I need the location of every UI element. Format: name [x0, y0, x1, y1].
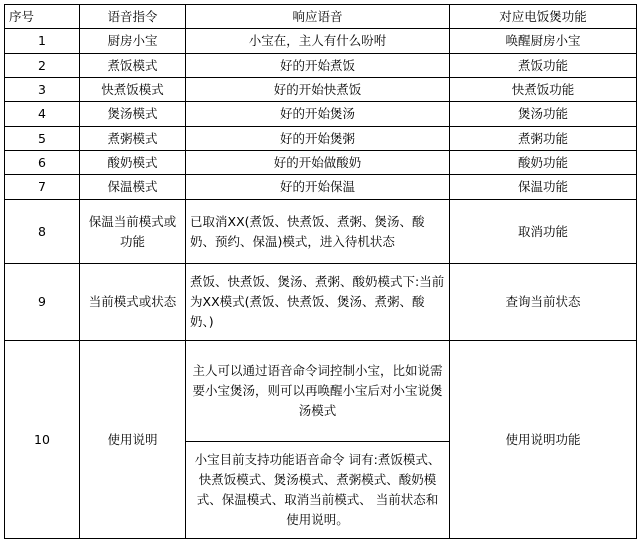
row-response: 煮饭、快煮饭、煲汤、煮粥、酸奶模式下:当前为XX模式(煮饭、快煮饭、煲汤、煮粥、酸奶、) [186, 264, 450, 341]
row-response: 好的开始煲粥 [186, 127, 450, 151]
row-function: 煮粥功能 [450, 127, 637, 151]
row-response: 好的开始快煮饭 [186, 78, 450, 102]
row-command: 保温模式 [80, 175, 186, 200]
row-function: 取消功能 [450, 200, 637, 264]
table-row [5, 200, 637, 264]
row-command: 保温当前模式或功能 [80, 200, 186, 264]
table-row [5, 54, 637, 78]
row-response: 好的开始保温 [186, 175, 450, 200]
response-usage-intro-text: 主人可以通过语音命令词控制小宝，比如说需要小宝煲汤，则可以再唤醒小宝后对小宝说煲 汤模式 [192, 363, 443, 418]
table-row [5, 341, 637, 539]
table-row [5, 102, 637, 127]
response-supported-commands-text: 小宝目前支持功能语音命令 词有:煮饭模式、快煮饭模式、煲汤模式、煮粥模式、酸奶模式、保温模式、取消当前模式、 当前状态和使用说明。 [194, 452, 441, 527]
row-response: 好的开始煮饭 [186, 54, 450, 78]
row-command: 使用说明 [80, 341, 186, 539]
row-number: 9 [5, 264, 80, 341]
row-function: 煮饭功能 [450, 54, 637, 78]
row-function: 唤醒厨房小宝 [450, 29, 637, 54]
row-response: 好的开始做酸奶 [186, 151, 450, 175]
row-function: 保温功能 [450, 175, 637, 200]
row-number: 2 [5, 54, 80, 78]
table-header-row [5, 5, 637, 29]
table-row [5, 151, 637, 175]
row-number: 8 [5, 200, 80, 264]
header-no: 序号 [5, 5, 80, 29]
row-number: 1 [5, 29, 80, 54]
row-function: 煲汤功能 [450, 102, 637, 127]
response-usage-intro [186, 341, 449, 442]
header-command: 语音指令 [80, 5, 186, 29]
row-command: 煮饭模式 [80, 54, 186, 78]
row-number: 7 [5, 175, 80, 200]
response-supported-commands [186, 442, 449, 538]
row-number: 4 [5, 102, 80, 127]
table-row [5, 175, 637, 200]
table-row [5, 29, 637, 54]
row-function: 酸奶功能 [450, 151, 637, 175]
row-command: 煲汤模式 [80, 102, 186, 127]
table-row [5, 127, 637, 151]
voice-command-table [4, 4, 637, 539]
row-command: 当前模式或状态 [80, 264, 186, 341]
row-command: 快煮饭模式 [80, 78, 186, 102]
table-row [5, 264, 637, 341]
row-number: 6 [5, 151, 80, 175]
row-function: 查询当前状态 [450, 264, 637, 341]
row-response-split [186, 341, 450, 539]
row-command: 煮粥模式 [80, 127, 186, 151]
header-response: 响应语音 [186, 5, 450, 29]
table-row [5, 78, 637, 102]
row-response: 小宝在，主人有什么吩咐 [186, 29, 450, 54]
row-command: 厨房小宝 [80, 29, 186, 54]
row-function: 快煮饭功能 [450, 78, 637, 102]
row-number: 5 [5, 127, 80, 151]
row-function: 使用说明功能 [450, 341, 637, 539]
row-response: 好的开始煲汤 [186, 102, 450, 127]
row-command: 酸奶模式 [80, 151, 186, 175]
row-response: 已取消XX(煮饭、快煮饭、煮粥、煲汤、酸奶、预约、保温)模式，进入待机状态 [186, 200, 450, 264]
row-number: 10 [5, 341, 80, 539]
header-function: 对应电饭煲功能 [450, 5, 637, 29]
row-number: 3 [5, 78, 80, 102]
